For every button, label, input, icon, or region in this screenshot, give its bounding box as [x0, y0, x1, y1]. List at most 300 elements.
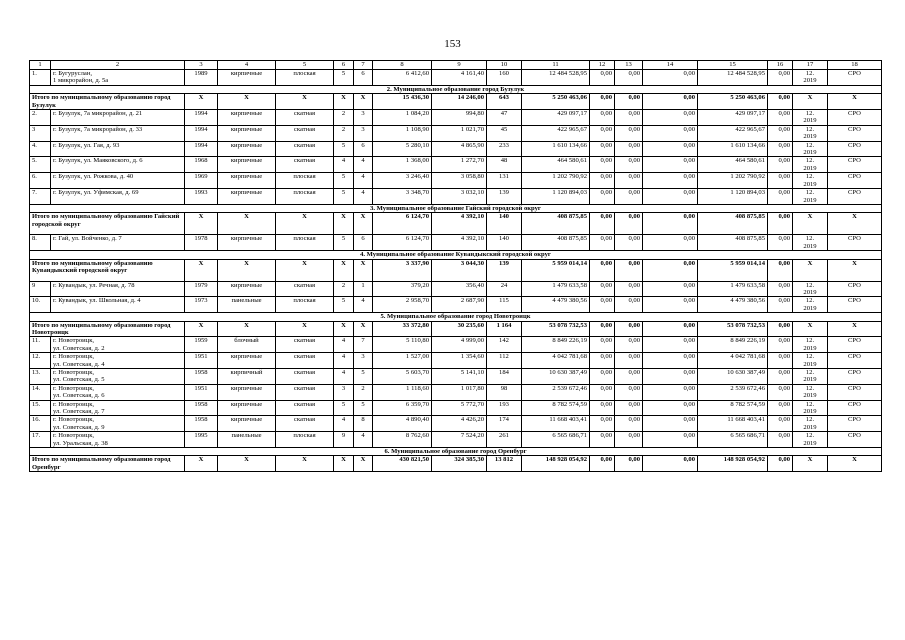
table-cell: 12. 2019 — [793, 384, 828, 400]
table-row — [30, 297, 882, 313]
section-title: 2. Муниципальное образование город Бузулук — [30, 85, 882, 93]
table-cell: 0,00 — [643, 384, 698, 400]
table-row — [30, 384, 882, 400]
table-cell: 0,00 — [768, 297, 793, 313]
table-cell: 24 — [487, 281, 522, 297]
subtotal-cell: 0,00 — [768, 259, 793, 281]
table-cell: кирпичные — [218, 173, 276, 189]
subtotal-cell: X — [185, 94, 218, 110]
address-cell: г. Бузулук, ул. Уфимская, д. 69 — [51, 189, 185, 205]
table-cell: 12. 2019 — [793, 110, 828, 126]
subtotal-cell: 4 392,10 — [432, 213, 487, 235]
table-cell: 0,00 — [590, 110, 615, 126]
table-cell: 0,00 — [768, 125, 793, 141]
subtotal-cell: 0,00 — [768, 213, 793, 235]
table-cell: 12 484 528,95 — [698, 70, 768, 86]
address-cell: г. Бузулук, ул. Маяковского, д. 6 — [51, 157, 185, 173]
subtotal-cell: X — [276, 94, 334, 110]
section-header-row — [30, 448, 882, 456]
table-cell: СРО — [828, 125, 882, 141]
table-cell: 4 — [354, 173, 373, 189]
table-cell: 5. — [30, 157, 51, 173]
subtotal-cell: 53 078 732,53 — [698, 321, 768, 337]
table-cell: 3 — [354, 353, 373, 369]
table-cell: кирпичные — [218, 157, 276, 173]
address-cell: г. Новотроицк, ул. Советская, д. 9 — [51, 416, 185, 432]
table-cell: СРО — [828, 141, 882, 157]
page-number: 153 — [444, 38, 461, 50]
table-cell: кирпичные — [218, 416, 276, 432]
table-row — [30, 125, 882, 141]
table-cell: 4 042 781,68 — [698, 353, 768, 369]
section-header-row — [30, 85, 882, 93]
table-cell: СРО — [828, 337, 882, 353]
address-cell: г. Бузулук, ул. Рожкова, д. 40 — [51, 173, 185, 189]
table-cell: 9 — [30, 281, 51, 297]
subtotal-cell: X — [828, 94, 882, 110]
subtotal-cell: 0,00 — [615, 456, 643, 472]
table-cell: 5 — [354, 400, 373, 416]
table-cell: 17. — [30, 432, 51, 448]
table-cell: 1 017,80 — [432, 384, 487, 400]
subtotal-cell: X — [276, 259, 334, 281]
table-cell: кирпичный — [218, 369, 276, 385]
buildings-table — [29, 60, 882, 472]
table-cell: кирпичные — [218, 141, 276, 157]
table-cell: 10. — [30, 297, 51, 313]
table-cell: 48 — [487, 157, 522, 173]
column-number: 6 — [334, 61, 354, 70]
table-cell: 261 — [487, 432, 522, 448]
table-cell: 0,00 — [768, 70, 793, 86]
column-number: 12 — [590, 61, 615, 70]
table-cell: плоская — [276, 173, 334, 189]
subtotal-cell: X — [334, 213, 354, 235]
subtotal-cell: X — [793, 259, 828, 281]
table-row — [30, 235, 882, 251]
address-cell: г. Новотроицк, ул. Советская, д. 2 — [51, 337, 185, 353]
table-cell: 464 580,61 — [522, 157, 590, 173]
table-cell: 10 630 387,49 — [522, 369, 590, 385]
table-cell: кирпичные — [218, 353, 276, 369]
table-cell: 0,00 — [615, 157, 643, 173]
address-cell: г. Бузулук, ул. Гая, д. 93 — [51, 141, 185, 157]
table-cell: 0,00 — [768, 173, 793, 189]
table-row — [30, 189, 882, 205]
address-cell: г. Бугуруслан, 1 микрорайон, д. 5а — [51, 70, 185, 86]
table-cell: 1 479 633,58 — [698, 281, 768, 297]
table-cell: 1 202 790,92 — [698, 173, 768, 189]
table-cell: 0,00 — [615, 281, 643, 297]
table-row — [30, 416, 882, 432]
table-cell: 3 246,40 — [373, 173, 432, 189]
table-cell: 3 348,70 — [373, 189, 432, 205]
table-row — [30, 432, 882, 448]
table-cell: 139 — [487, 189, 522, 205]
table-cell: 0,00 — [643, 157, 698, 173]
table-cell: скатная — [276, 281, 334, 297]
table-cell: СРО — [828, 110, 882, 126]
table-cell: 1989 — [185, 70, 218, 86]
table-cell: 12. 2019 — [793, 235, 828, 251]
table-cell: 0,00 — [590, 297, 615, 313]
table-cell: 0,00 — [643, 400, 698, 416]
table-cell: 11. — [30, 337, 51, 353]
table-cell: 0,00 — [590, 173, 615, 189]
table-cell: 0,00 — [643, 297, 698, 313]
subtotal-cell: 6 124,70 — [373, 213, 432, 235]
subtotal-cell: 1 164 — [487, 321, 522, 337]
subtotal-cell: X — [334, 456, 354, 472]
table-cell: 0,00 — [615, 416, 643, 432]
subtotal-cell: X — [218, 456, 276, 472]
table-cell: кирпичные — [218, 235, 276, 251]
table-cell: кирпичные — [218, 400, 276, 416]
table-cell: 5 — [334, 297, 354, 313]
section-title: 3. Муниципальное образование Гайский городской округ — [30, 204, 882, 212]
subtotal-cell: 0,00 — [643, 321, 698, 337]
table-cell: 4 — [354, 432, 373, 448]
subtotal-cell: 0,00 — [590, 259, 615, 281]
table-cell: 0,00 — [590, 400, 615, 416]
table-cell: 12. 2019 — [793, 281, 828, 297]
table-cell: 4 161,40 — [432, 70, 487, 86]
subtotal-cell: X — [354, 213, 373, 235]
table-cell: 4. — [30, 141, 51, 157]
table-cell: кирпичные — [218, 281, 276, 297]
table-cell: 4 — [354, 157, 373, 173]
address-cell: г. Кувандык, ул. Речная, д. 78 — [51, 281, 185, 297]
address-cell: г. Новотроицк, ул. Уральская, д. 38 — [51, 432, 185, 448]
table-cell: 47 — [487, 110, 522, 126]
table-cell: 2 — [334, 110, 354, 126]
table-cell: 0,00 — [590, 189, 615, 205]
subtotal-cell: 0,00 — [590, 321, 615, 337]
table-cell: 5 141,10 — [432, 369, 487, 385]
table-cell: 5 110,80 — [373, 337, 432, 353]
subtotal-cell: 0,00 — [643, 213, 698, 235]
table-cell: 9 — [334, 432, 354, 448]
column-number-row — [30, 61, 882, 70]
subtotal-row — [30, 259, 882, 281]
table-cell: 5 — [334, 173, 354, 189]
table-cell: 0,00 — [615, 141, 643, 157]
table-cell: 3 — [30, 125, 51, 141]
table-cell: СРО — [828, 400, 882, 416]
column-number: 8 — [373, 61, 432, 70]
table-cell: 3 032,10 — [432, 189, 487, 205]
table-cell: 3 058,80 — [432, 173, 487, 189]
table-cell: 8 — [354, 416, 373, 432]
table-cell: плоская — [276, 189, 334, 205]
subtotal-cell: X — [793, 94, 828, 110]
table-cell: 464 580,61 — [698, 157, 768, 173]
subtotal-cell: 0,00 — [590, 94, 615, 110]
table-cell: 13. — [30, 369, 51, 385]
table-cell: скатная — [276, 400, 334, 416]
table-cell: 1994 — [185, 141, 218, 157]
table-cell: 4 890,40 — [373, 416, 432, 432]
subtotal-cell: X — [354, 456, 373, 472]
table-cell: 1 108,90 — [373, 125, 432, 141]
subtotal-cell: X — [828, 213, 882, 235]
table-cell: 0,00 — [768, 400, 793, 416]
column-number: 2 — [51, 61, 185, 70]
table-cell: плоская — [276, 70, 334, 86]
subtotal-cell: X — [354, 321, 373, 337]
subtotal-cell: 5 959 014,14 — [698, 259, 768, 281]
table-row — [30, 337, 882, 353]
address-cell: г. Гай, ул. Войченко, д. 7 — [51, 235, 185, 251]
table-cell: 5 — [334, 141, 354, 157]
table-cell: 1973 — [185, 297, 218, 313]
table-cell: СРО — [828, 157, 882, 173]
table-cell: 1951 — [185, 384, 218, 400]
table-cell: 0,00 — [615, 432, 643, 448]
address-cell: г. Новотроицк, ул. Советская, д. 4 — [51, 353, 185, 369]
table-cell: 0,00 — [615, 173, 643, 189]
table-cell: 0,00 — [768, 369, 793, 385]
subtotal-cell: 3 337,90 — [373, 259, 432, 281]
table-cell: 5 — [354, 369, 373, 385]
table-cell: 0,00 — [643, 337, 698, 353]
table-cell: 0,00 — [768, 141, 793, 157]
table-cell: 2 958,70 — [373, 297, 432, 313]
table-cell: 6 — [354, 141, 373, 157]
table-cell: 1958 — [185, 400, 218, 416]
table-cell: 160 — [487, 70, 522, 86]
table-cell: 0,00 — [643, 369, 698, 385]
table-cell: 0,00 — [590, 384, 615, 400]
table-cell: 1979 — [185, 281, 218, 297]
subtotal-label: Итого по муниципальному образованию город Бузулук — [30, 94, 185, 110]
table-cell: 1 021,70 — [432, 125, 487, 141]
table-cell: 0,00 — [590, 141, 615, 157]
table-cell: 1 084,20 — [373, 110, 432, 126]
address-cell: г. Новотроицк, ул. Советская, д. 6 — [51, 384, 185, 400]
table-row — [30, 173, 882, 189]
subtotal-cell: X — [793, 456, 828, 472]
table-cell: 0,00 — [590, 337, 615, 353]
column-number: 5 — [276, 61, 334, 70]
table-cell: 0,00 — [615, 110, 643, 126]
table-cell: 115 — [487, 297, 522, 313]
section-title: 6. Муниципальное образование город Оренбург — [30, 448, 882, 456]
table-cell: 5 603,70 — [373, 369, 432, 385]
table-cell: 4 — [334, 416, 354, 432]
table-cell: 6 124,70 — [373, 235, 432, 251]
address-cell: г. Бузулук, 7а микрорайон, д. 33 — [51, 125, 185, 141]
address-cell: г. Новотроицк, ул. Советская, д. 5 — [51, 369, 185, 385]
table-cell: 12. 2019 — [793, 125, 828, 141]
table-cell: 0,00 — [643, 110, 698, 126]
table-cell: 12 484 528,95 — [522, 70, 590, 86]
table-cell: 12. 2019 — [793, 400, 828, 416]
table-cell: 0,00 — [768, 189, 793, 205]
table-row — [30, 70, 882, 86]
subtotal-cell: 148 928 054,92 — [698, 456, 768, 472]
table-cell: 7 524,20 — [432, 432, 487, 448]
section-header-row — [30, 251, 882, 259]
subtotal-cell: 30 235,60 — [432, 321, 487, 337]
table-cell: 4 999,00 — [432, 337, 487, 353]
column-number: 1 — [30, 61, 51, 70]
table-cell: 98 — [487, 384, 522, 400]
table-cell: 1994 — [185, 125, 218, 141]
table-cell: 174 — [487, 416, 522, 432]
table-row — [30, 400, 882, 416]
subtotal-cell: 408 875,85 — [698, 213, 768, 235]
table-cell: 0,00 — [768, 281, 793, 297]
subtotal-cell: 53 078 732,53 — [522, 321, 590, 337]
subtotal-cell: 5 959 014,14 — [522, 259, 590, 281]
table-cell: 12. 2019 — [793, 189, 828, 205]
table-cell: 15. — [30, 400, 51, 416]
column-number: 14 — [643, 61, 698, 70]
table-cell: 422 965,67 — [522, 125, 590, 141]
table-cell: 4 042 781,68 — [522, 353, 590, 369]
table-cell: 4 — [334, 337, 354, 353]
subtotal-cell: X — [828, 259, 882, 281]
table-cell: 0,00 — [643, 416, 698, 432]
table-cell: 4 — [354, 189, 373, 205]
table-cell: 1 610 134,66 — [698, 141, 768, 157]
table-cell: 6 412,60 — [373, 70, 432, 86]
table-cell: 0,00 — [643, 189, 698, 205]
table-cell: 12. 2019 — [793, 157, 828, 173]
column-number: 16 — [768, 61, 793, 70]
table-cell: скатная — [276, 125, 334, 141]
table-cell: кирпичные — [218, 189, 276, 205]
section-header-row — [30, 204, 882, 212]
table-cell: 4 392,10 — [432, 235, 487, 251]
subtotal-cell: 0,00 — [643, 94, 698, 110]
table-cell: скатная — [276, 141, 334, 157]
subtotal-cell: 5 250 463,06 — [698, 94, 768, 110]
table-cell: 0,00 — [615, 189, 643, 205]
subtotal-cell: X — [276, 321, 334, 337]
table-row — [30, 281, 882, 297]
table-cell: 1 202 790,92 — [522, 173, 590, 189]
table-cell: 12. 2019 — [793, 141, 828, 157]
subtotal-cell: 408 875,85 — [522, 213, 590, 235]
table-cell: 6 — [354, 70, 373, 86]
table-cell: 3 — [334, 384, 354, 400]
address-cell: г. Кувандык, ул. Школьная, д. 4 — [51, 297, 185, 313]
subtotal-row — [30, 94, 882, 110]
table-row — [30, 110, 882, 126]
table-cell: 16. — [30, 416, 51, 432]
table-row — [30, 353, 882, 369]
table-cell: 0,00 — [615, 297, 643, 313]
table-cell: 131 — [487, 173, 522, 189]
table-cell: 1993 — [185, 189, 218, 205]
subtotal-cell: X — [185, 456, 218, 472]
subtotal-cell: X — [793, 213, 828, 235]
table-cell: 0,00 — [615, 235, 643, 251]
subtotal-cell: 13 812 — [487, 456, 522, 472]
subtotal-cell: X — [793, 321, 828, 337]
table-cell: 6 565 686,71 — [698, 432, 768, 448]
table-cell: 4 479 380,56 — [698, 297, 768, 313]
column-number: 15 — [698, 61, 768, 70]
table-cell: 112 — [487, 353, 522, 369]
table-cell: 1968 — [185, 157, 218, 173]
table-cell: кирпичные — [218, 110, 276, 126]
table-cell: 1 — [354, 281, 373, 297]
table-cell: 12. — [30, 353, 51, 369]
subtotal-cell: 0,00 — [768, 321, 793, 337]
table-cell: плоская — [276, 235, 334, 251]
table-cell: 0,00 — [615, 337, 643, 353]
table-cell: 2 — [334, 125, 354, 141]
table-cell: 0,00 — [643, 125, 698, 141]
subtotal-cell: X — [354, 259, 373, 281]
table-cell: 4 — [334, 353, 354, 369]
table-cell: скатная — [276, 337, 334, 353]
table-cell: 0,00 — [768, 384, 793, 400]
column-number: 18 — [828, 61, 882, 70]
table-cell: 0,00 — [590, 353, 615, 369]
table-cell: 12. 2019 — [793, 173, 828, 189]
table-cell: 0,00 — [615, 369, 643, 385]
table-cell: 5 — [334, 70, 354, 86]
table-cell: СРО — [828, 281, 882, 297]
subtotal-cell: X — [354, 94, 373, 110]
table-cell: 0,00 — [643, 281, 698, 297]
table-cell: скатная — [276, 157, 334, 173]
table-cell: 0,00 — [615, 400, 643, 416]
table-cell: 2 — [354, 384, 373, 400]
table-cell: 12. 2019 — [793, 70, 828, 86]
table-cell: СРО — [828, 189, 882, 205]
subtotal-label: Итого по муниципальному образованию город Оренбург — [30, 456, 185, 472]
table-cell: 193 — [487, 400, 522, 416]
section-title: 4. Муниципальное образование Кувандыкский городской округ — [30, 251, 882, 259]
table-cell: 0,00 — [768, 337, 793, 353]
subtotal-cell: X — [218, 259, 276, 281]
table-cell: 1978 — [185, 235, 218, 251]
table-cell: 408 875,85 — [522, 235, 590, 251]
table-cell: 4 — [354, 297, 373, 313]
table-cell: 1 120 894,03 — [698, 189, 768, 205]
table-cell: 8. — [30, 235, 51, 251]
table-cell: 142 — [487, 337, 522, 353]
table-cell: 0,00 — [643, 432, 698, 448]
subtotal-cell: 324 385,30 — [432, 456, 487, 472]
subtotal-cell: X — [334, 94, 354, 110]
table-cell: СРО — [828, 432, 882, 448]
column-number: 17 — [793, 61, 828, 70]
table-cell: 0,00 — [643, 141, 698, 157]
table-cell: 11 668 403,41 — [698, 416, 768, 432]
table-cell: 1. — [30, 70, 51, 86]
column-number: 10 — [487, 61, 522, 70]
table-cell: блочный — [218, 337, 276, 353]
table-cell: СРО — [828, 173, 882, 189]
table-cell: СРО — [828, 416, 882, 432]
table-cell: 0,00 — [643, 353, 698, 369]
table-cell: 0,00 — [590, 416, 615, 432]
table-row — [30, 369, 882, 385]
table-cell: 0,00 — [590, 125, 615, 141]
table-cell: 2 — [334, 281, 354, 297]
table-cell: 5 280,10 — [373, 141, 432, 157]
table-cell: 0,00 — [590, 70, 615, 86]
table-cell: 0,00 — [768, 416, 793, 432]
table-cell: плоская — [276, 297, 334, 313]
table-cell: 1 610 134,66 — [522, 141, 590, 157]
